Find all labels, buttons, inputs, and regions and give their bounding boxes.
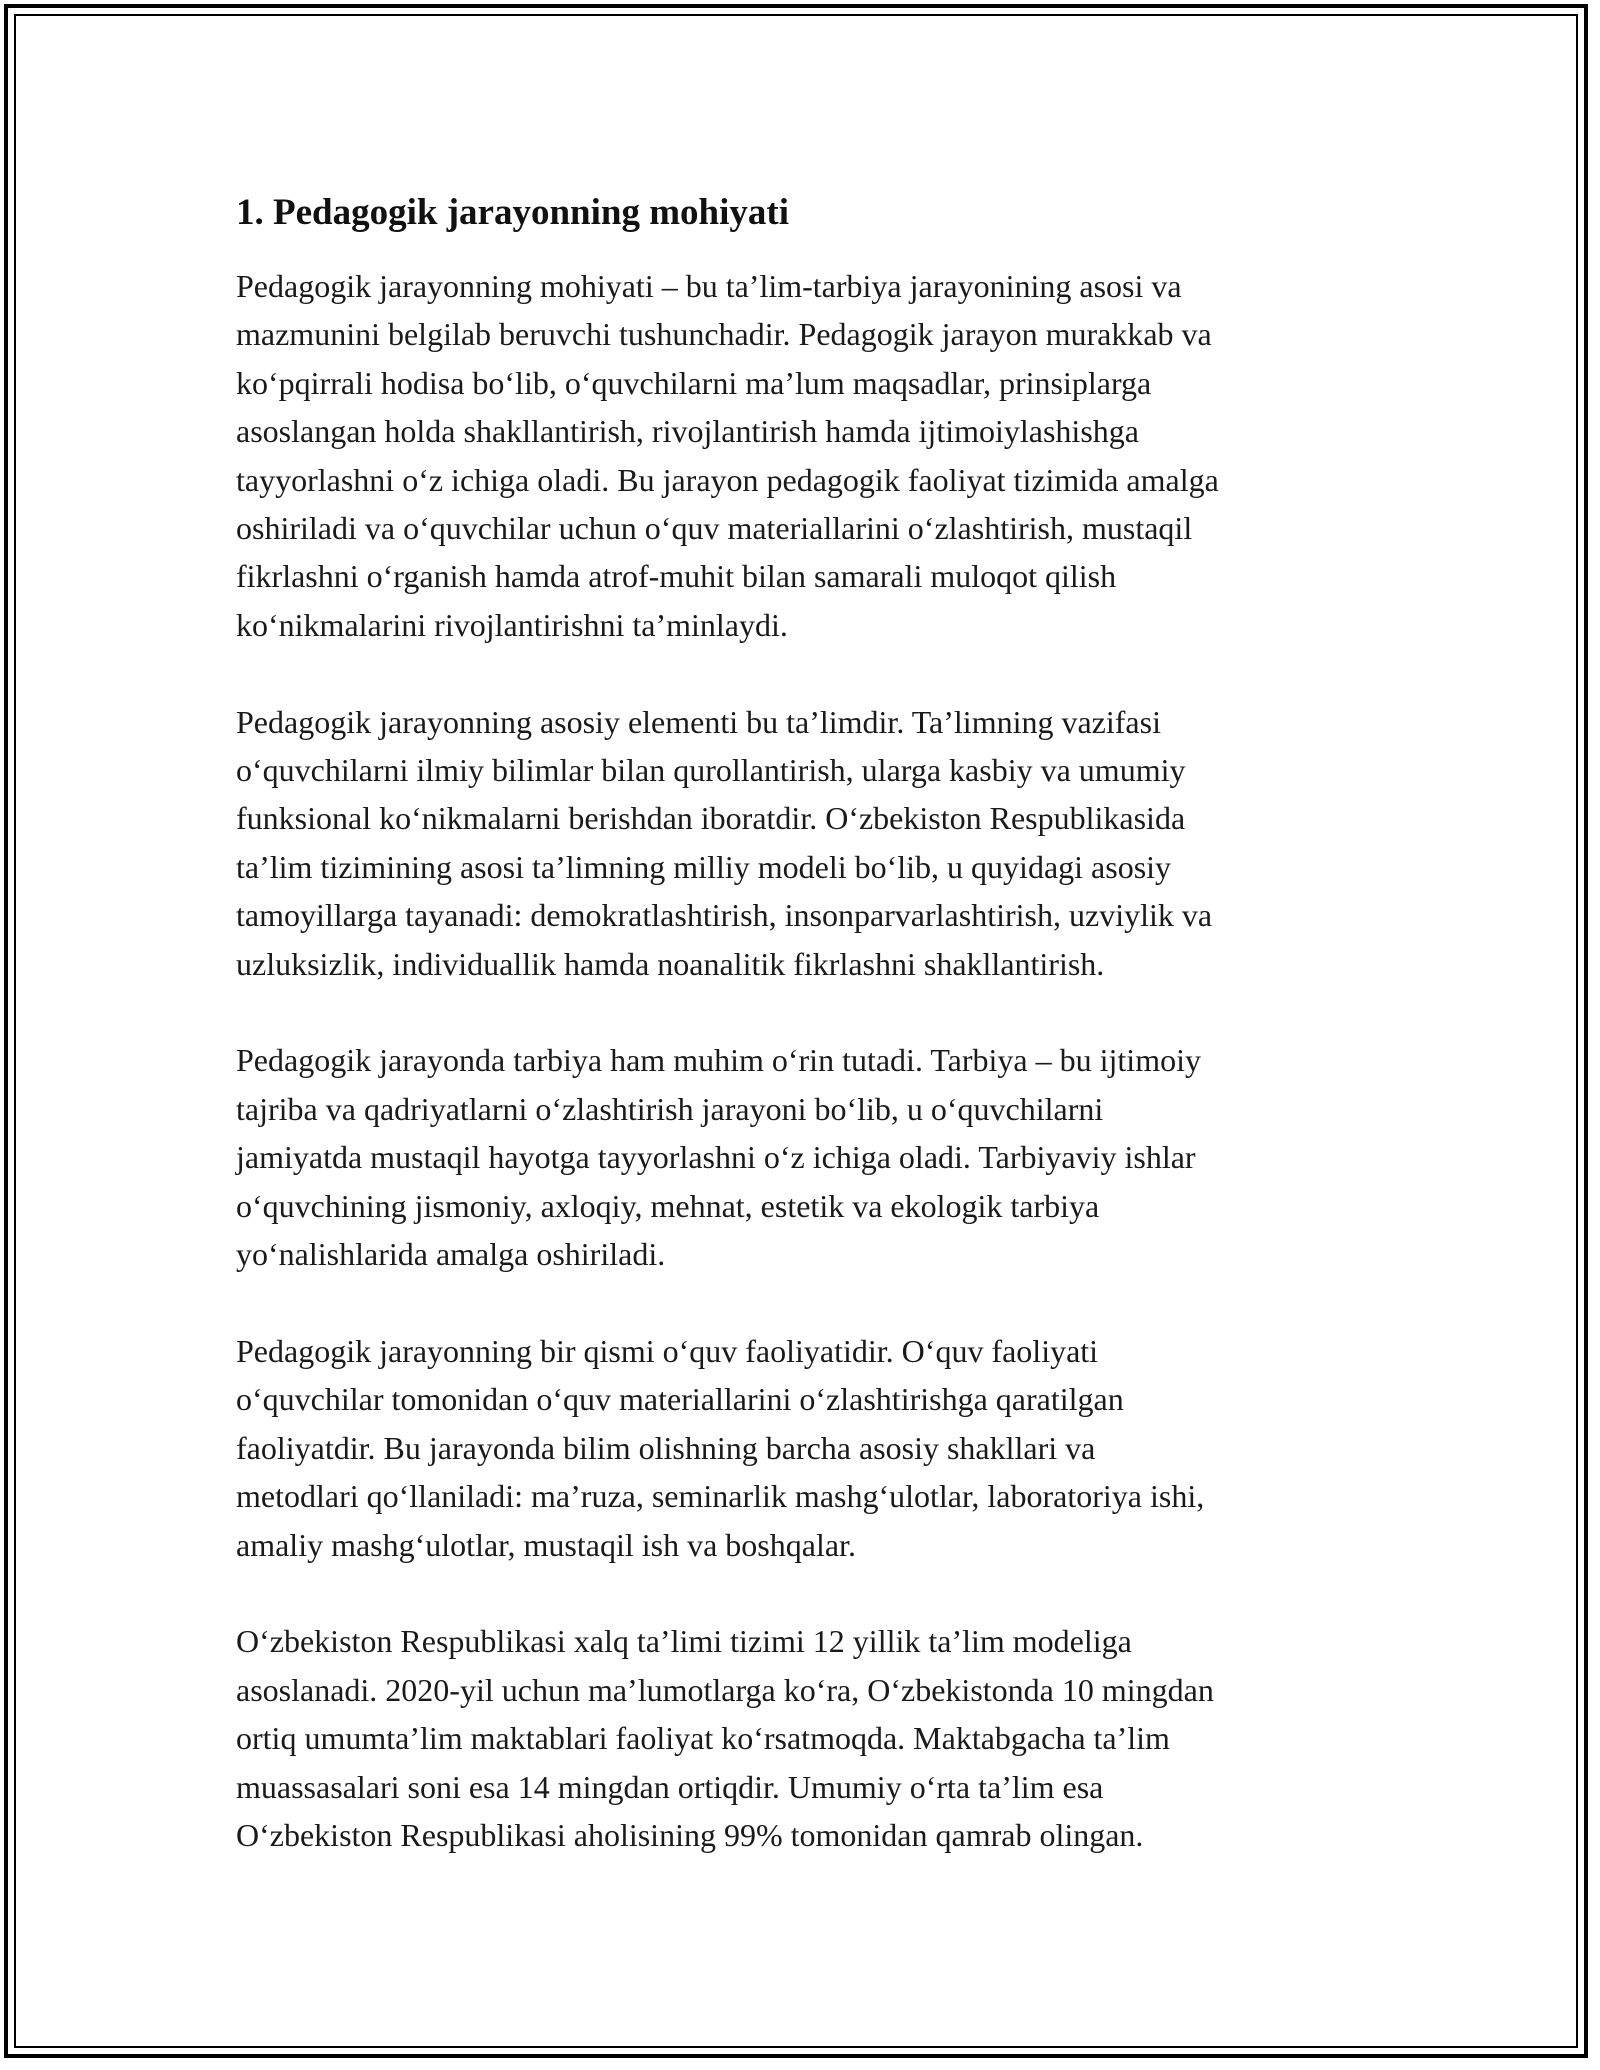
document-body	[236, 190, 1376, 1859]
paragraph-oquv-faoliyati: Pedagogik jarayonning bir qismi o‘quv faoliyatidir. O‘quv faoliyati o‘quvchilar tomonidan o‘quv materiallarini o‘zlashtirishga qaratilgan faoliyatdir. Bu jarayonda bilim olishning barcha asosiy shakllari va metodlari qo‘llaniladi: ma’ruza, seminarlik mashg‘ulotlar, laboratoriya ishi, amaliy mashg‘ulotlar, mustaqil ish va boshqalar.	[236, 1332, 1205, 1563]
section-heading: 1. Pedagogik jarayonning mohiyati	[236, 192, 789, 233]
paragraph-statistika: O‘zbekiston Respublikasi xalq ta’limi tizimi 12 yillik ta’lim modeliga asoslanadi. 2020-yil uchun ma’lumotlarga ko‘ra, O‘zbekistonda 10 mingdan ortiq umumta’lim maktablari faoliyat ko‘rsatmoqda. Maktabgacha ta’lim muassasalari soni esa 14 mingdan ortiqdir. Umumiy o‘rta ta’lim esa O‘zbekiston Respublikasi aholisining 99% tomonidan qamrab olingan.	[236, 1623, 1214, 1853]
paragraph-tarbiya: Pedagogik jarayonda tarbiya ham muhim o‘rin tutadi. Tarbiya – bu ijtimoiy tajriba va qadriyatlarni o‘zlashtirish jarayoni bo‘lib, u o‘quvchilarni jamiyatda mustaqil hayotga tayyorlashni o‘z ichiga oladi. Tarbiyaviy ishlar o‘quvchining jismoniy, axloqiy, mehnat, estetik va ekologik tarbiya yo‘nalishlarida amalga oshiriladi.	[236, 1042, 1201, 1273]
paragraph-talim: Pedagogik jarayonning asosiy elementi bu ta’limdir. Ta’limning vazifasi o‘quvchilarni ilmiy bilimlar bilan qurollantirish, ularga kasbiy va umumiy funksional ko‘nikmalarni berishdan iboratdir. O‘zbekiston Respublikasida ta’lim tizimining asosi ta’limning milliy modeli bo‘lib, u quyidagi asosiy tamoyillarga tayanadi: demokratlashtirish, insonparvarlashtirish, uzviylik va uzluksizlik, individuallik hamda noanalitik fikrlashni shakllantirish.	[236, 703, 1213, 982]
paragraph-mohiyat: Pedagogik jarayonning mohiyati – bu ta’lim-tarbiya jarayonining asosi va mazmunini belgilab beruvchi tushunchadir. Pedagogik jarayon murakkab va ko‘pqirrali hodisa bo‘lib, o‘quvchilarni ma’lum maqsadlar, prinsiplarga asoslangan holda shakllantirish, rivojlantirish hamda ijtimoiylashishga tayyorlashni o‘z ichiga oladi. Bu jarayon pedagogik faoliyat tizimida amalga oshiriladi va o‘quvchilar uchun o‘quv materiallarini o‘zlashtirish, mustaqil fikrlashni o‘rganish hamda atrof-muhit bilan samarali muloqot qilish ko‘nikmalarini rivojlantirishni ta’minlaydi.	[236, 268, 1219, 643]
